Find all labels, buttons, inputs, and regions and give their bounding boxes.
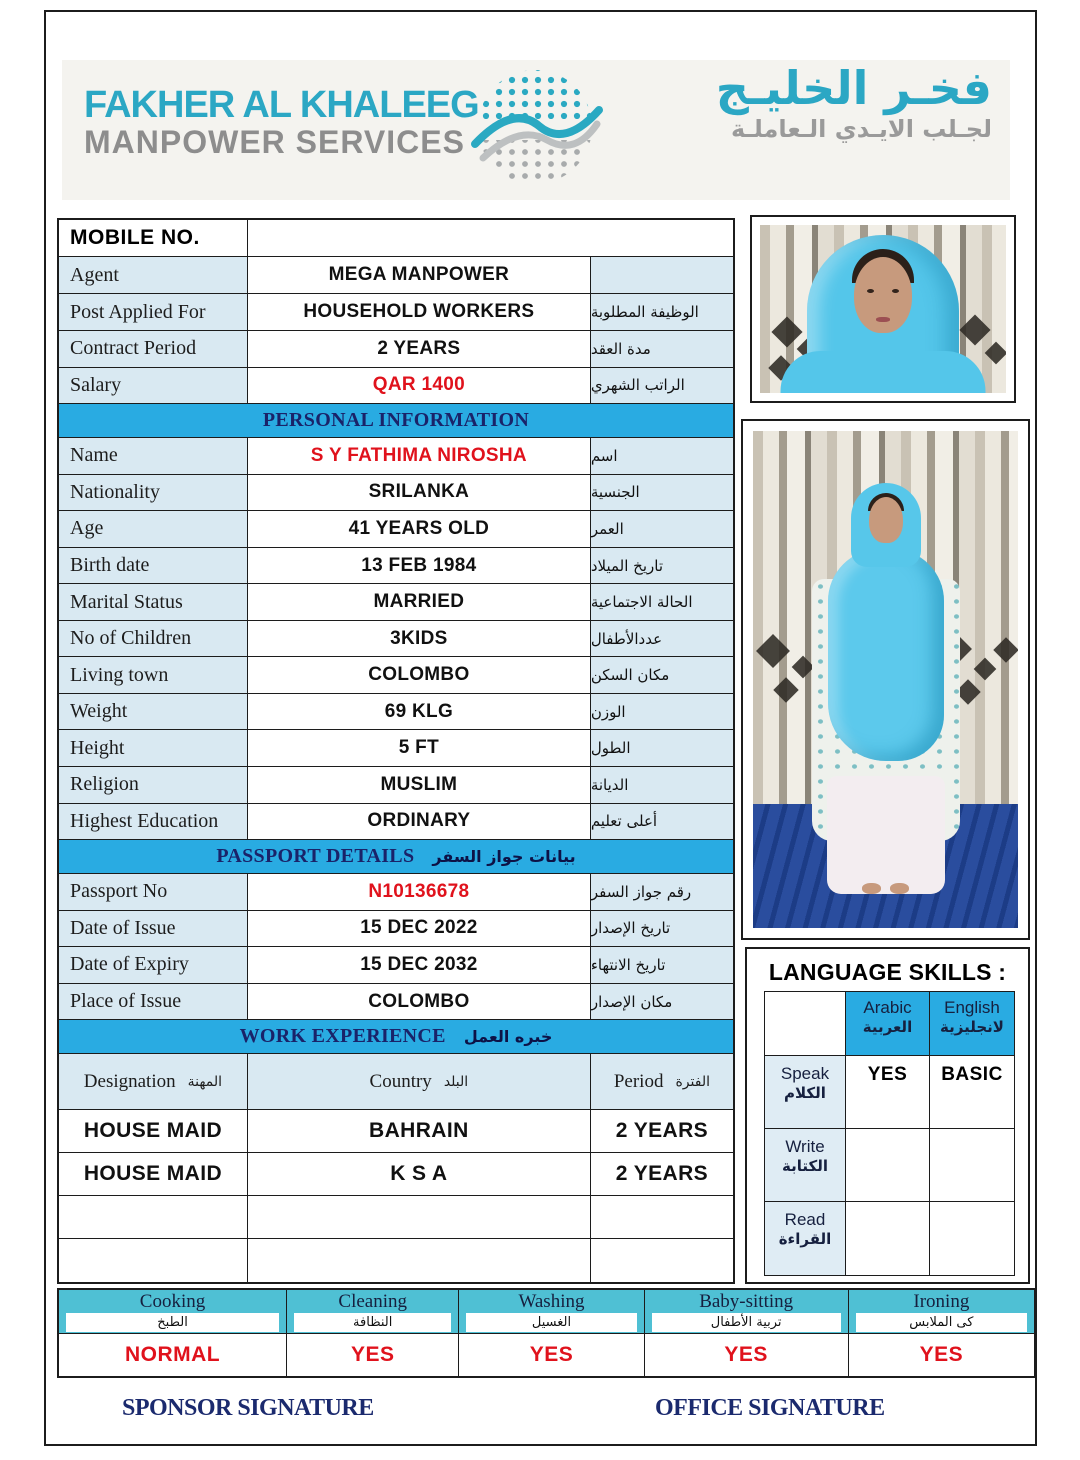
language-header-row: [765, 992, 1014, 1056]
company-subtitle-arabic: لجـلب الايـدي الـعاملـة: [730, 114, 992, 143]
field-label: Agent: [59, 257, 248, 294]
table-row: [59, 331, 733, 368]
field-label-ar: [591, 257, 733, 294]
ironing-value: YES: [919, 1343, 964, 1366]
skill-label-ar: الطبخ: [66, 1313, 279, 1332]
field-value: 2 YEARS: [248, 331, 591, 368]
section-title: PASSPORT DETAILS: [216, 845, 415, 868]
work-designation: HOUSE MAID: [59, 1110, 248, 1153]
field-label-ar: الطول: [591, 730, 733, 767]
babysitting-value: YES: [724, 1343, 768, 1366]
hijab-scarf: [828, 549, 944, 761]
section-header-row: [59, 1020, 733, 1054]
curtain-motif: [771, 316, 802, 347]
language-skills-table: [764, 991, 1015, 1276]
work-row: [59, 1153, 733, 1196]
table-row: [59, 874, 733, 911]
curtain-motif: [773, 677, 798, 702]
field-label: Name: [59, 438, 248, 475]
skill-label-ar: النظافة: [294, 1313, 451, 1332]
language-row-read: [765, 1202, 1014, 1275]
language-skills-panel: [745, 947, 1030, 1284]
table-row: [59, 584, 733, 621]
skill-label-ar: الغسيل: [466, 1313, 636, 1332]
skill-label: Baby-sitting: [699, 1291, 794, 1312]
eye: [892, 289, 899, 293]
field-label: Date of Issue: [59, 911, 248, 948]
field-label-ar: رقم جواز السفر: [591, 874, 733, 911]
language-skills-title: LANGUAGE SKILLS :: [768, 959, 1007, 985]
col-label: Arabic: [863, 998, 912, 1017]
skill-label: Washing: [518, 1291, 585, 1312]
skill-label: Cleaning: [338, 1291, 408, 1312]
work-col-designation: [59, 1054, 248, 1110]
field-label: Highest Education: [59, 804, 248, 841]
field-value: 13 FEB 1984: [248, 548, 591, 585]
field-label-ar: الحالة الاجتماعية: [591, 584, 733, 621]
eye: [867, 289, 874, 293]
section-header-row: [59, 840, 733, 874]
field-value: 15 DEC 2032: [248, 947, 591, 984]
row-label-en: Speak: [780, 1064, 830, 1083]
work-period: 2 YEARS: [591, 1153, 733, 1196]
row-label: [765, 1129, 846, 1202]
foot: [890, 883, 909, 894]
field-value: 5 FT: [248, 730, 591, 767]
field-label: Post Applied For: [59, 294, 248, 331]
field-value: COLOMBO: [248, 657, 591, 694]
field-label: No of Children: [59, 621, 248, 658]
field-value: HOUSEHOLD WORKERS: [248, 294, 591, 331]
table-row: [59, 475, 733, 512]
field-label: Weight: [59, 694, 248, 731]
field-label: Religion: [59, 767, 248, 804]
field-label: Passport No: [59, 874, 248, 911]
field-label-ar: تاريخ الانتهاء: [591, 947, 733, 984]
write-english-value: [930, 1129, 1014, 1202]
work-period: [591, 1196, 733, 1239]
applicant-headshot-photo: [750, 215, 1016, 403]
col-label-ar: لانجليزية: [940, 1018, 1004, 1036]
skill-col-cleaning: [287, 1290, 459, 1334]
mouth: [876, 317, 890, 322]
table-row: [59, 657, 733, 694]
field-label: Place of Issue: [59, 984, 248, 1021]
work-country: K S A: [248, 1153, 591, 1196]
fullbody-image: [753, 431, 1018, 928]
col-label: Country: [369, 1070, 432, 1092]
field-label-ar: مكان السكن: [591, 657, 733, 694]
work-experience-header: [59, 1020, 733, 1054]
washing-value-cell: [459, 1334, 644, 1376]
table-row: [59, 730, 733, 767]
skills-header-row: [59, 1290, 1034, 1334]
company-wordmark-en: [84, 86, 479, 159]
work-row: [59, 1110, 733, 1153]
skill-label: Ironing: [913, 1291, 970, 1312]
work-designation: [59, 1239, 248, 1282]
company-name-arabic: فخـر الخليـج: [715, 61, 992, 115]
language-row-speak: [765, 1056, 1014, 1129]
table-row: [59, 911, 733, 948]
company-name: FAKHER AL KHALEEG: [84, 84, 479, 126]
skirt: [827, 776, 945, 894]
applicant-data-table: [57, 218, 735, 1284]
field-value: MARRIED: [248, 584, 591, 621]
curtain-motif: [985, 342, 1006, 365]
table-row: [59, 294, 733, 331]
curtain-motif: [756, 634, 790, 668]
section-title-ar: خبره العمل: [463, 1027, 553, 1047]
skill-col-washing: [459, 1290, 644, 1334]
table-row: [59, 947, 733, 984]
speak-arabic-value: YES: [846, 1056, 930, 1129]
work-row: [59, 1239, 733, 1282]
field-label-ar: أعلى تعليم: [591, 804, 733, 841]
cleaning-value: YES: [350, 1343, 395, 1366]
field-value: ORDINARY: [248, 804, 591, 841]
col-label-ar: العربية: [862, 1018, 913, 1036]
field-value: SRILANKA: [248, 475, 591, 512]
col-label: English: [944, 998, 1000, 1017]
row-label-ar: الكلام: [784, 1084, 826, 1102]
work-country: [248, 1196, 591, 1239]
language-col-arabic: [846, 992, 930, 1056]
field-value-name: S Y FATHIMA NIROSHA: [248, 438, 591, 475]
col-label: Designation: [83, 1070, 176, 1092]
globe-dots-logo-icon: [467, 62, 603, 203]
read-arabic-value: [846, 1202, 930, 1275]
language-col-english: [930, 992, 1014, 1056]
work-period: [591, 1239, 733, 1282]
field-label: Living town: [59, 657, 248, 694]
section-title-ar: بيانات جواز السفر: [432, 847, 576, 867]
field-label-ar: اسم: [591, 438, 733, 475]
skill-col-ironing: [849, 1290, 1034, 1334]
row-label-en: Write: [785, 1137, 825, 1156]
company-header: [62, 60, 1010, 200]
skill-col-cooking: [59, 1290, 287, 1334]
field-label-ar: الوزن: [591, 694, 733, 731]
section-header-row: [59, 404, 733, 438]
work-country: [248, 1239, 591, 1282]
table-row: [59, 368, 733, 405]
row-label: [765, 1202, 846, 1275]
field-value: COLOMBO: [248, 984, 591, 1021]
applicant-fullbody-photo: [741, 419, 1030, 940]
field-label-ar: تاريخ الميلاد: [591, 548, 733, 585]
field-label: Nationality: [59, 475, 248, 512]
field-value-salary: QAR 1400: [248, 368, 591, 405]
table-row: [59, 984, 733, 1021]
skill-label-ar: تربية الأطفال: [652, 1313, 841, 1332]
field-label-ar: مكان الإصدار: [591, 984, 733, 1021]
curtain-motif: [974, 658, 997, 681]
work-col-period: [591, 1054, 733, 1110]
field-value: 3KIDS: [248, 621, 591, 658]
field-label: Marital Status: [59, 584, 248, 621]
row-label: [765, 1056, 846, 1129]
face: [869, 497, 903, 543]
field-label-ar: الوظيفة المطلوبة: [591, 294, 733, 331]
col-label-ar: الفترة: [675, 1073, 710, 1090]
col-label: Period: [613, 1070, 664, 1092]
cooking-value: NORMAL: [124, 1343, 221, 1366]
field-label: Date of Expiry: [59, 947, 248, 984]
field-label-ar: الجنسية: [591, 475, 733, 512]
field-label-ar: الراتب الشهري: [591, 368, 733, 405]
sponsor-signature-label: SPONSOR SIGNATURE: [122, 1395, 374, 1421]
table-row: [59, 257, 733, 294]
section-title: WORK EXPERIENCE: [239, 1025, 446, 1048]
row-label-ar: القراءة: [778, 1230, 832, 1248]
curtain-motif: [993, 637, 1018, 662]
row-label-ar: الكتابة: [782, 1157, 828, 1175]
table-row: [59, 548, 733, 585]
cleaning-value-cell: [287, 1334, 459, 1376]
field-label-ar: الديانة: [591, 767, 733, 804]
skill-col-babysitting: [645, 1290, 849, 1334]
table-row: [59, 511, 733, 548]
company-subtitle: MANPOWER SERVICES: [84, 123, 465, 160]
personal-information-header: [59, 404, 733, 438]
section-title: PERSONAL INFORMATION: [262, 409, 530, 432]
work-columns-row: [59, 1054, 733, 1110]
work-designation: HOUSE MAID: [59, 1153, 248, 1196]
mobile-no-label: MOBILE NO.: [59, 220, 248, 257]
field-value: 41 YEARS OLD: [248, 511, 591, 548]
field-value: 69 KLG: [248, 694, 591, 731]
write-arabic-value: [846, 1129, 930, 1202]
work-period: 2 YEARS: [591, 1110, 733, 1153]
field-label: Salary: [59, 368, 248, 405]
office-signature-label: OFFICE SIGNATURE: [655, 1395, 885, 1421]
foot: [862, 883, 881, 894]
field-value-passport-no: N10136678: [248, 874, 591, 911]
language-row-write: [765, 1129, 1014, 1202]
field-label: Contract Period: [59, 331, 248, 368]
col-label-ar: البلد: [443, 1073, 469, 1090]
field-value: MUSLIM: [248, 767, 591, 804]
ironing-value-cell: [849, 1334, 1034, 1376]
col-label-ar: المهنة: [187, 1073, 223, 1090]
language-corner-cell: [765, 992, 846, 1056]
field-label: Height: [59, 730, 248, 767]
passport-details-header: [59, 840, 733, 874]
washing-value: YES: [529, 1343, 574, 1366]
headshot-image: [760, 225, 1006, 393]
table-row: [59, 438, 733, 475]
table-row: [59, 220, 733, 257]
table-row: [59, 767, 733, 804]
cooking-value-cell: [59, 1334, 287, 1376]
field-label-ar: عددالأطفال: [591, 621, 733, 658]
field-label: Age: [59, 511, 248, 548]
field-value: 15 DEC 2022: [248, 911, 591, 948]
table-row: [59, 694, 733, 731]
row-label-en: Read: [784, 1210, 826, 1229]
field-label-ar: مدة العقد: [591, 331, 733, 368]
household-skills-table: [57, 1288, 1036, 1378]
read-english-value: [930, 1202, 1014, 1275]
field-value: MEGA MANPOWER: [248, 257, 591, 294]
work-country: BAHRAIN: [248, 1110, 591, 1153]
skill-label-ar: كى الملابس: [856, 1313, 1027, 1332]
field-label-ar: تاريخ الإصدار: [591, 911, 733, 948]
work-designation: [59, 1196, 248, 1239]
skills-values-row: [59, 1334, 1034, 1376]
field-label-ar: العمر: [591, 511, 733, 548]
work-row: [59, 1196, 733, 1239]
work-col-country: [248, 1054, 591, 1110]
speak-english-value: BASIC: [930, 1056, 1014, 1129]
skill-label: Cooking: [139, 1291, 206, 1312]
company-wordmark-ar: [716, 62, 992, 144]
table-row: [59, 804, 733, 841]
field-label: Birth date: [59, 548, 248, 585]
curtain-motif: [959, 314, 990, 345]
table-row: [59, 621, 733, 658]
mobile-no-value: [248, 220, 733, 257]
babysitting-value-cell: [645, 1334, 849, 1376]
